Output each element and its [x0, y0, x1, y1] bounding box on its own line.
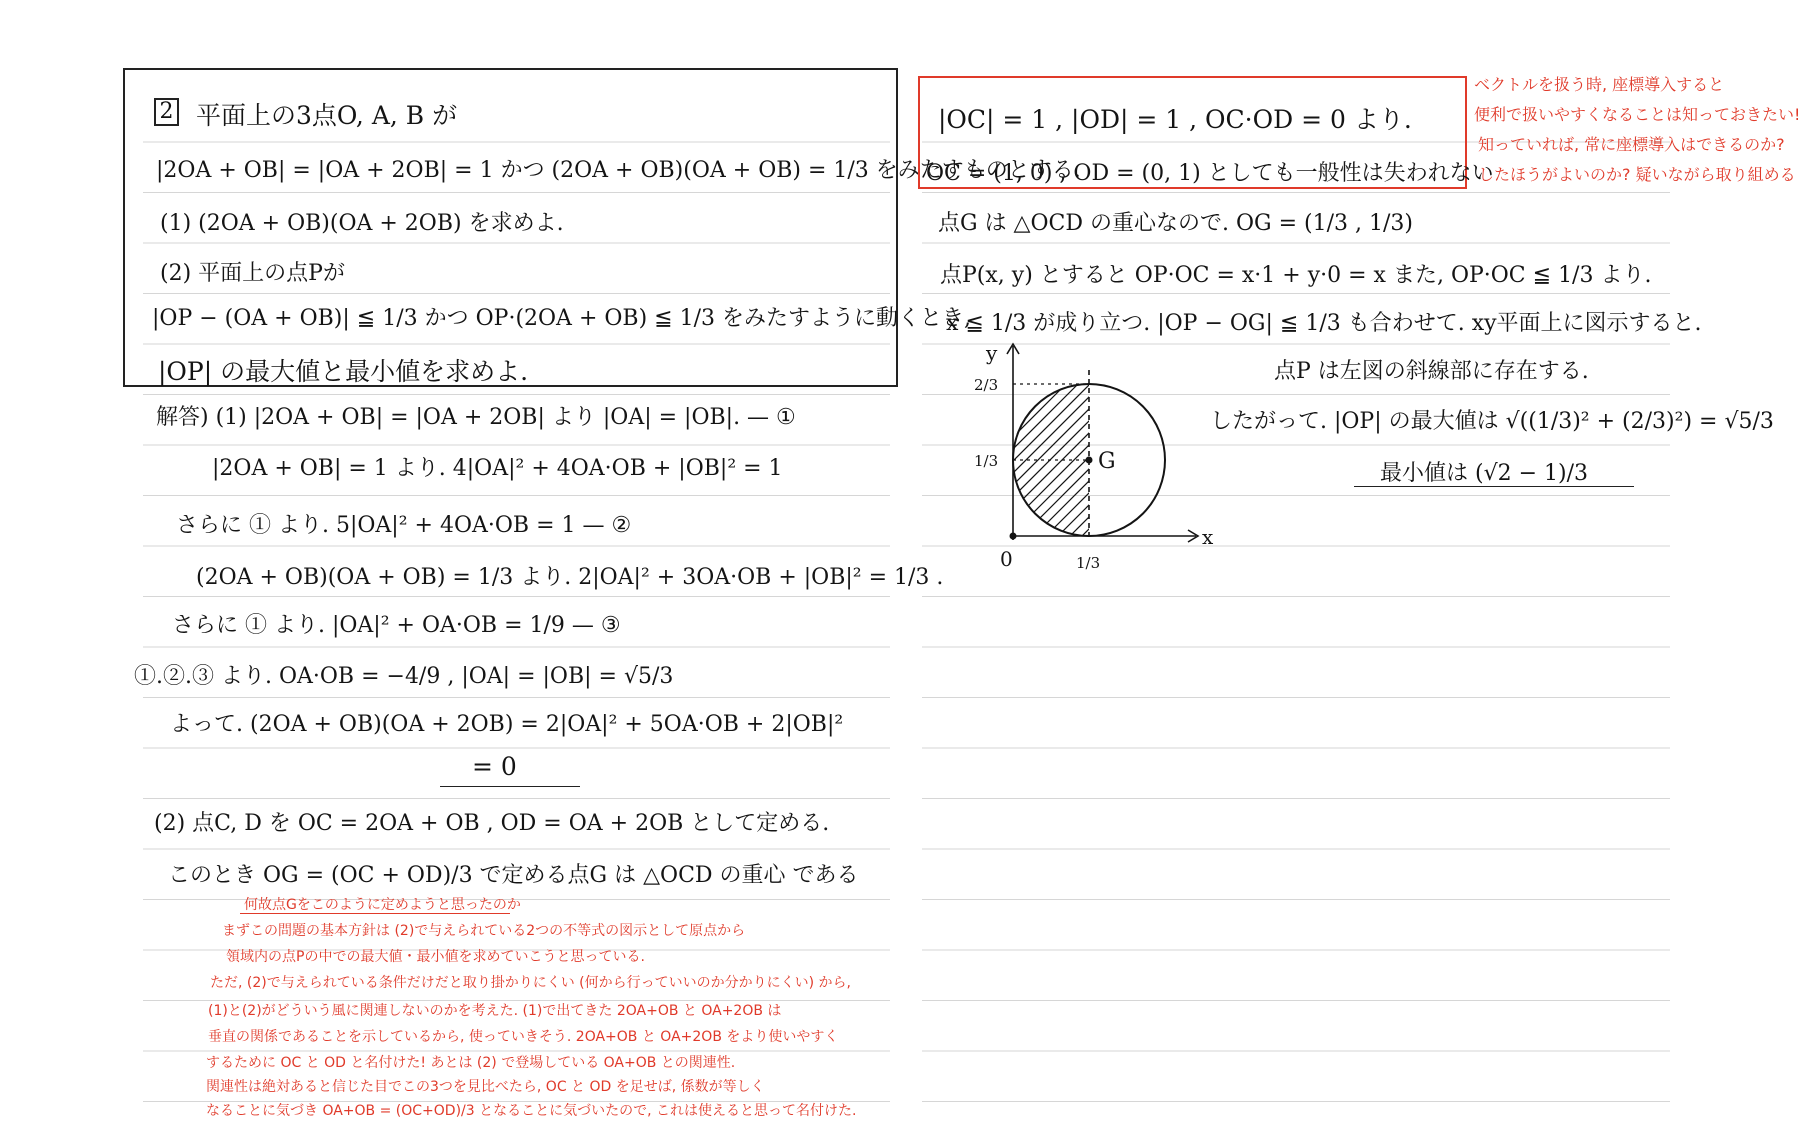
solution-line-4: (2OA + OB)(OA + OB) = 1/3 より. 2|OA|² + 3OA·OB + |OB|² = 1/3 . — [196, 565, 944, 590]
origin-label: 0 — [1000, 547, 1013, 571]
right-line-1: |OC| = 1 , |OD| = 1 , OC·OD = 0 より. — [938, 105, 1412, 134]
point-g-dot — [1086, 457, 1093, 464]
answer-underline — [440, 786, 580, 787]
hatch-line — [1140, 380, 1230, 550]
hatch-line — [1164, 380, 1230, 550]
red-note-1: 何故点Gをこのように定めようと思ったのか — [244, 897, 521, 913]
red-note-3: 領域内の点Pの中での最大値・最小値を求めていこうと思っている. — [226, 949, 645, 965]
red-note-2: まずこの問題の基本方針は (2)で与えられている2つの不等式の図示として原点から — [222, 923, 746, 939]
problem-question-2c: |OP| の最大値と最小値を求めよ. — [158, 357, 529, 386]
point-g-label: G — [1098, 449, 1116, 474]
red-note-9: なることに気づき OA+OB = (OC+OD)/3 となることに気づいたので, これは使えると思って名付けた. — [206, 1103, 857, 1119]
right-line-8: 最小値は (√2 − 1)/3 — [1380, 461, 1589, 486]
hatch-line — [1212, 380, 1230, 550]
solution-line-10: このとき OG = (OC + OD)/3 で定める点G は △OCD の重心 である — [168, 863, 859, 888]
red-note-underline — [240, 913, 510, 914]
y-tick-top-label: 2/3 — [974, 376, 999, 394]
hatch-line — [1152, 380, 1230, 550]
solution-line-9: (2) 点C, D を OC = 2OA + OB , OD = OA + 2OB として定める. — [154, 811, 830, 836]
x-tick-label: 1/3 — [1076, 554, 1101, 572]
red-note-5: (1)と(2)がどういう風に関連しないのかを考えた. (1)で出てきた 2OA+OB と OA+2OB は — [208, 1003, 782, 1019]
side-note-2: 便利で扱いやすくなることは知っておきたい! — [1474, 105, 1801, 124]
problem-number: 2 — [154, 98, 179, 126]
problem-line-1: 平面上の3点O, A, B が — [196, 101, 458, 130]
side-note-1: ベクトルを扱う時, 座標導入すると — [1474, 75, 1725, 94]
solution-line-1: 解答) (1) |2OA + OB| = |OA + 2OB| より |OA| = |OB|. — ① — [156, 405, 796, 430]
origin-dot — [1010, 533, 1017, 540]
solution-line-8: = 0 — [472, 752, 517, 781]
solution-line-3: さらに ① より. 5|OA|² + 4OA·OB = 1 — ② — [176, 513, 632, 538]
right-line-6: 点P は左図の斜線部に存在する. — [1274, 359, 1589, 384]
solution-line-7: よって. (2OA + OB)(OA + 2OB) = 2|OA|² + 5OA·OB + 2|OB|² — [170, 712, 844, 737]
right-line-7: したがって. |OP| の最大値は √((1/3)² + (2/3)²) = √5/3 — [1210, 409, 1774, 434]
y-tick-mid-label: 1/3 — [974, 452, 999, 470]
problem-question-1: (1) (2OA + OB)(OA + 2OB) を求めよ. — [160, 211, 564, 236]
hatch-line — [1224, 380, 1230, 550]
right-line-4: 点P(x, y) とすると OP·OC = x·1 + y·0 = x また, OP·OC ≦ 1/3 より. — [940, 263, 1652, 288]
red-note-4: ただ, (2)で与えられている条件だけだと取り掛かりにくい (何から行っていいのか分かりにくい) から, — [210, 975, 852, 991]
red-note-7: するために OC と OD と名付けた! あとは (2) で登場している OA+OB との関連性. — [206, 1055, 736, 1071]
solution-line-6: ①.②.③ より. OA·OB = −4/9 , |OA| = |OB| = √5/3 — [134, 664, 674, 689]
y-axis-label: y — [986, 341, 998, 365]
solution-line-2: |2OA + OB| = 1 より. 4|OA|² + 4OA·OB + |OB|² = 1 — [212, 456, 783, 481]
problem-line-2: |2OA + OB| = |OA + 2OB| = 1 かつ (2OA + OB)(OA + OB) = 1/3 をみたすものとする. — [156, 158, 1081, 183]
side-note-3: 知っていれば, 常に座標導入はできるのか? — [1478, 135, 1785, 154]
right-line-3: 点G は △OCD の重心なので. OG = (1/3 , 1/3) — [938, 211, 1413, 236]
min-underline — [1354, 486, 1634, 487]
problem-question-2b: |OP − (OA + OB)| ≦ 1/3 かつ OP·(2OA + OB) ≦ 1/3 をみたすように動くとき, — [152, 306, 971, 331]
region-graph — [960, 340, 1230, 590]
x-axis-label: x — [1202, 525, 1214, 549]
problem-question-2a: (2) 平面上の点Pが — [160, 261, 345, 286]
solution-line-5: さらに ① より. |OA|² + OA·OB = 1/9 — ③ — [172, 613, 621, 638]
right-line-2: OC = (1, 0) , OD = (0, 1) としても一般性は失われない — [926, 161, 1494, 186]
right-line-5: x ≦ 1/3 が成り立つ. |OP − OG| ≦ 1/3 も合わせて. xy平面上に図示すると. — [946, 311, 1702, 336]
side-note-4: したほうがよいのか? 疑いながら取り組める — [1478, 165, 1796, 184]
red-note-8: 関連性は絶対あると信じた目でこの3つを見比べたら, OC と OD を足せば, 係数が等しく — [206, 1079, 765, 1095]
hatched-region — [960, 380, 1230, 550]
red-note-6: 垂直の関係であることを示しているから, 使っていきそう. 2OA+OB と OA+2OB をより使いやすく — [208, 1029, 839, 1045]
